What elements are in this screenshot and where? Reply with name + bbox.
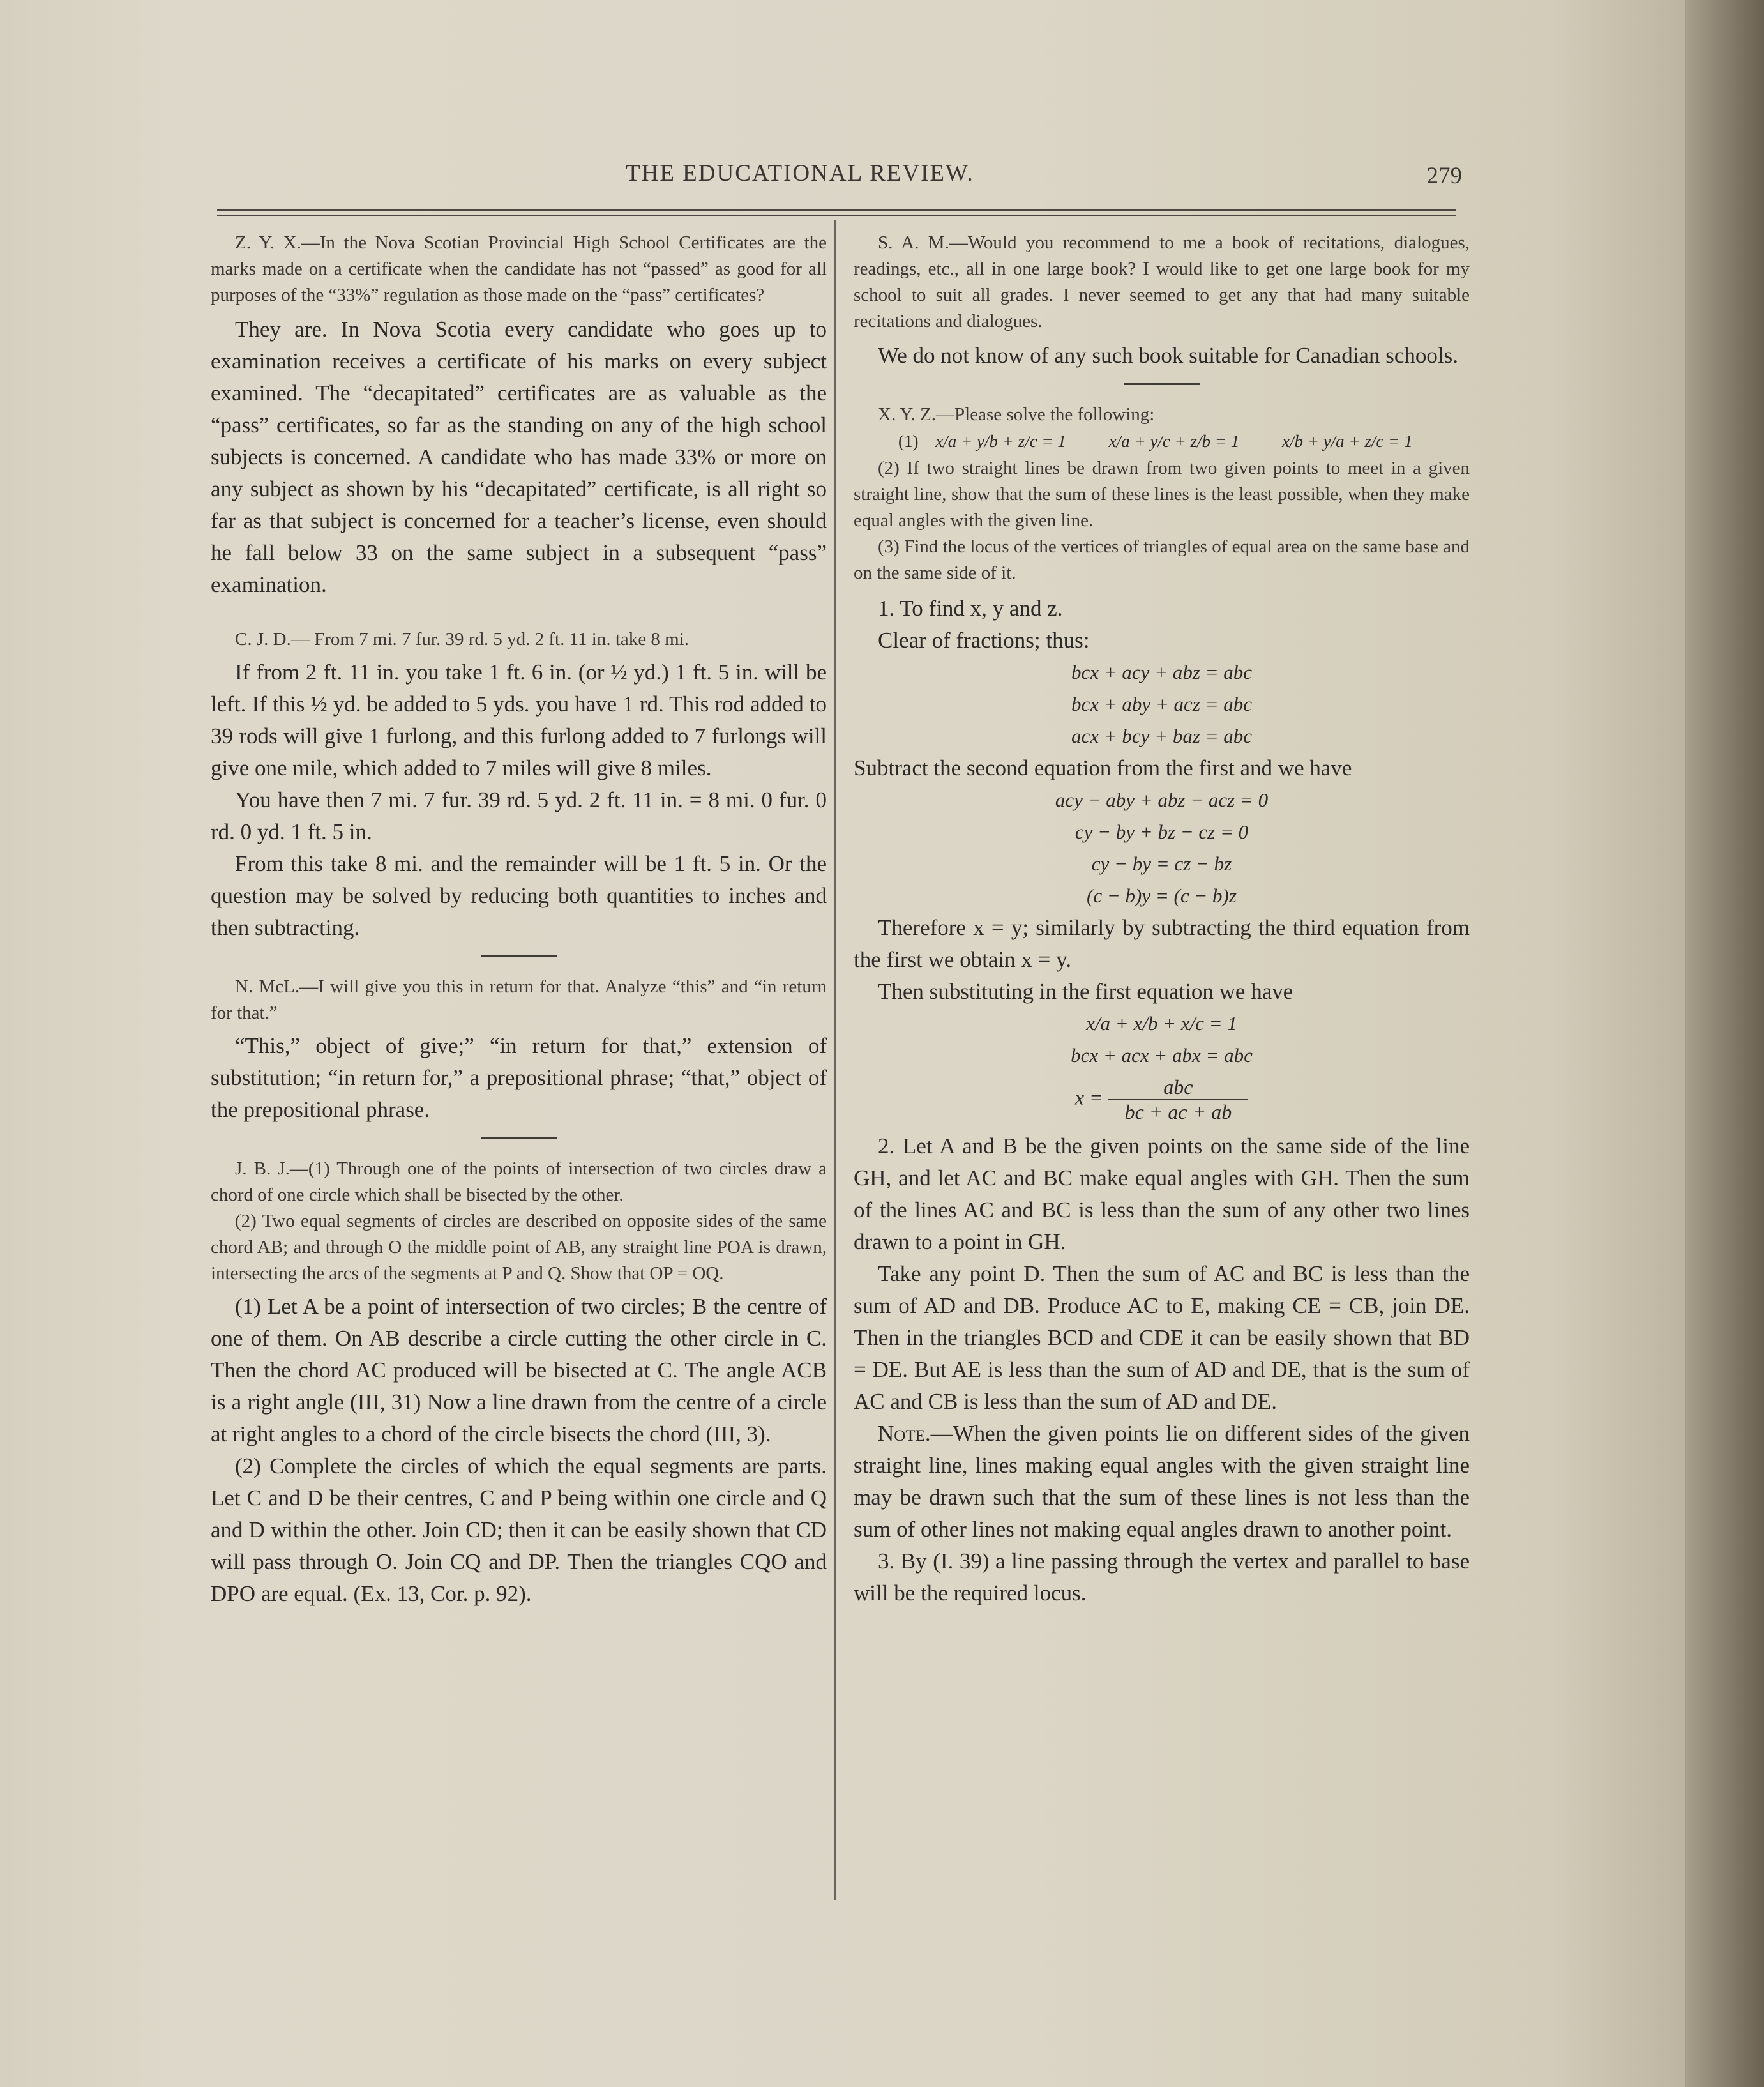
note-paragraph bbox=[854, 1418, 1470, 1545]
spacer bbox=[211, 601, 827, 626]
equation: x/a + x/b + x/c = 1 bbox=[1086, 1012, 1237, 1035]
xyz-equation-3: x/b + y/a + z/c = 1 bbox=[1281, 432, 1413, 451]
solution-2-a: 2. Let A and B be the given points on the same side of the line GH, and let AC and BC make equal angles with GH. Then the sum of the lines AC and BC is less than the sum of any other two lines drawn to a point in GH. bbox=[854, 1134, 1470, 1254]
question-jbj-2: (2) Two equal segments of circles are described on opposite sides of the same chord AB; and through O the middle point of AB, any straight line POA is drawn, intersecting the arcs of the segments at P and Q. Show that OP = OQ. bbox=[211, 1211, 827, 1284]
equation: bcx + acy + abz = abc bbox=[1071, 661, 1253, 683]
equation-solution-x bbox=[854, 1075, 1470, 1124]
header-rule-top bbox=[217, 209, 1456, 211]
equation: acy − aby + abz − acz = 0 bbox=[1055, 789, 1269, 811]
answer-cjd-2: You have then 7 mi. 7 fur. 39 rd. 5 yd. 2 ft. 11 in. = 8 mi. 0 fur. 0 rd. 0 yd. 1 ft. 5 in. bbox=[211, 787, 827, 844]
header-rule-bottom bbox=[217, 215, 1456, 216]
equation-block-c bbox=[854, 1008, 1470, 1072]
question-cjd: C. J. D.— From 7 mi. 7 fur. 39 rd. 5 yd. 2 ft. 11 in. take 8 mi. bbox=[235, 629, 690, 649]
solution-1-then: Then substituting in the first equation we have bbox=[878, 979, 1293, 1004]
solution-1-intro: 1. To find x, y and z. bbox=[878, 596, 1063, 621]
section-divider bbox=[481, 955, 557, 957]
xyz-label-1: (1) bbox=[898, 432, 919, 451]
book-edge bbox=[1685, 0, 1764, 2087]
right-column bbox=[854, 230, 1470, 1609]
left-column bbox=[211, 230, 827, 1610]
note-text: —When the given points lie on different sides of the given straight line, lines making equal angles with the given straight line may be drawn such that the sum of these lines is not less than the sum of other lines not making equal angles drawn to another point. bbox=[854, 1421, 1470, 1542]
xyz-equation-1: x/a + y/b + z/c = 1 bbox=[935, 432, 1066, 451]
equation: bcx + acx + abx = abc bbox=[1071, 1044, 1253, 1066]
xyz-equations bbox=[854, 432, 1470, 452]
solution-3: 3. By (I. 39) a line passing through the vertex and parallel to base will be the required locus. bbox=[854, 1549, 1470, 1605]
answer-cjd-3: From this take 8 mi. and the remainder will be 1 ft. 5 in. Or the question may be solved by reducing both quantities to inches and then subtracting. bbox=[211, 851, 827, 940]
column-divider bbox=[834, 220, 836, 1900]
solution-1-subtract: Subtract the second equation from the first and we have bbox=[854, 755, 1352, 780]
journal-title: THE EDUCATIONAL REVIEW. bbox=[626, 160, 974, 186]
question-xyz-2: (2) If two straight lines be drawn from two given points to meet in a given straight line, show that the sum of these lines is the least possible, when they make equal angles with the given line. bbox=[854, 458, 1470, 531]
xyz-equation-2: x/a + y/c + z/b = 1 bbox=[1108, 432, 1240, 451]
question-jbj-1: J. B. J.—(1) Through one of the points of intersection of two circles draw a chord of one circle which shall be bisected by the other. bbox=[211, 1158, 827, 1205]
question-sam: S. A. M.—Would you recommend to me a book of recitations, dialogues, readings, etc., all in one large book? I would like to get one large book for my school to suit all grades. I never seemed to get any that had many suitable recitations and dialogues. bbox=[854, 232, 1470, 331]
solution-1-therefore: Therefore x = y; similarly by subtracting the third equation from the first we obtain x = y. bbox=[854, 915, 1470, 972]
solution-1-clear: Clear of fractions; thus: bbox=[878, 628, 1090, 653]
page-number: 279 bbox=[1426, 163, 1462, 189]
equation: cy − by = cz − bz bbox=[1091, 853, 1232, 875]
answer-zyx: They are. In Nova Scotia every candidate who goes up to examination receives a certificate of his marks on every subject examined. The “decapitated” certificates are as valuable as the “pass” certificates, so far as the standing on any of the high school subjects is concerned. A candidate who has made 33% or more on any subject as shown by his “decapitated” certificate, is all right so far as that subject is concerned for a teacher’s license, even should he fall below 33 on the same subject in a subsequent “pass” examination. bbox=[211, 317, 827, 597]
question-xyz: X. Y. Z.—Please solve the following: bbox=[878, 404, 1155, 425]
equation: cy − by + bz − cz = 0 bbox=[1074, 821, 1249, 843]
solution-2-b: Take any point D. Then the sum of AC and BC is less than the sum of AD and DB. Produce AC to E, making CE = CB, join DE. Then in the triangles BCD and CDE it can be easily shown that BD = DE. But AE is less than the sum of AD and DE, that is the sum of AC and CB is less than the sum of AD and DE. bbox=[854, 1261, 1470, 1414]
question-nmcl: N. McL.—I will give you this in return for that. Analyze “this” and “in return for that.” bbox=[211, 976, 827, 1023]
fraction-denominator: bc + ac + ab bbox=[1124, 1100, 1232, 1123]
answer-cjd-1: If from 2 ft. 11 in. you take 1 ft. 6 in. (or ½ yd.) 1 ft. 5 in. will be left. If this ½ yd. be added to 5 yds. you have 1 rd. This rod added to 39 rods will give 1 furlong, and this furlong added to 7 furlongs will give one mile, which added to 7 miles will give 8 miles. bbox=[211, 660, 827, 780]
equation-block-a bbox=[854, 656, 1470, 752]
answer-sam: We do not know of any such book suitable for Canadian schools. bbox=[878, 343, 1458, 368]
question-xyz-3: (3) Find the locus of the vertices of triangles of equal area on the same base and on the same side of it. bbox=[854, 536, 1470, 583]
answer-nmcl: “This,” object of give;” “in return for that,” extension of substitution; “in return for,” a prepositional phrase; “that,” object of the prepositional phrase. bbox=[211, 1033, 827, 1122]
answer-jbj-2: (2) Complete the circles of which the equal segments are parts. Let C and D be their centres, C and P being within one circle and Q and D within the other. Join CD; then it can be easily shown that CD will pass through O. Join CQ and DP. Then the triangles CQO and DPO are equal. (Ex. 13, Cor. p. 92). bbox=[211, 1453, 827, 1606]
equation-block-b bbox=[854, 784, 1470, 912]
page-header bbox=[217, 160, 1462, 204]
section-divider bbox=[481, 1137, 557, 1139]
question-zyx: Z. Y. X.—In the Nova Scotian Provincial High School Certificates are the marks made on a certificate when the candidate has not “passed” as good for all purposes of the “33%” regulation as those made on the “pass” certificates? bbox=[211, 232, 827, 305]
equation: (c − b)y = (c − b)z bbox=[1087, 884, 1237, 907]
answer-jbj-1: (1) Let A be a point of intersection of two circles; B the centre of one of them. On AB describe a circle cutting the other circle in C. Then the chord AC produced will be bisected at C. The angle ACB is a right angle (III, 31) Now a line drawn from the centre of a circle at right angles to a chord of the circle bisects the chord (III, 3). bbox=[211, 1294, 827, 1446]
equation: acx + bcy + baz = abc bbox=[1071, 725, 1253, 747]
fraction bbox=[1108, 1075, 1249, 1124]
fraction-lhs: x = bbox=[1074, 1086, 1103, 1109]
fraction-numerator: abc bbox=[1108, 1075, 1249, 1100]
equation: bcx + aby + acz = abc bbox=[1071, 693, 1253, 715]
note-label: Note. bbox=[878, 1421, 931, 1446]
section-divider bbox=[1124, 383, 1200, 385]
